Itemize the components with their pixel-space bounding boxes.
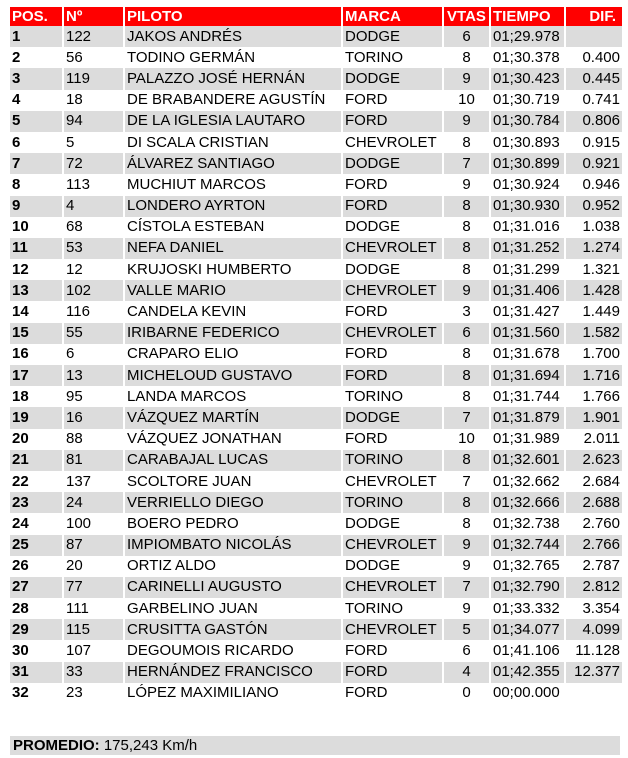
table-row (10, 429, 622, 450)
cell-dif: 11.128 (575, 642, 620, 660)
cell-piloto: MUCHIUT MARCOS (127, 175, 266, 193)
cell-dif: 0.400 (582, 48, 620, 66)
table-row (10, 26, 622, 47)
cell-pos: 3 (10, 68, 62, 89)
cell-vtas: 0 (462, 684, 471, 702)
cell-tiempo: 01;31.989 (493, 430, 560, 448)
cell-piloto: DI SCALA CRISTIAN (127, 133, 269, 151)
cell-tiempo: 01;30.784 (491, 111, 564, 132)
cell-num: 95 (66, 387, 83, 405)
cell-piloto: VERRIELLO DIEGO (125, 492, 341, 513)
cell-piloto: ORTIZ ALDO (127, 557, 216, 575)
cell-pos: 7 (10, 153, 62, 174)
cell-marca: FORD (345, 175, 388, 193)
table-row (10, 280, 622, 301)
table-row (10, 513, 622, 534)
cell-vtas: 10 (458, 91, 475, 109)
cell-tiempo: 01;31.406 (491, 280, 564, 301)
cell-vtas: 8 (462, 218, 471, 236)
cell-tiempo: 01;32.666 (491, 492, 564, 513)
cell-piloto: TODINO GERMÁN (127, 48, 256, 66)
cell-pos: 24 (12, 514, 29, 532)
cell-pos: 6 (12, 133, 21, 151)
cell-tiempo: 01;31.879 (491, 407, 564, 428)
cell-dif: 2.766 (566, 535, 622, 556)
table-row (10, 450, 622, 471)
header-row (10, 7, 622, 26)
table-row (10, 217, 622, 238)
cell-piloto: IRIBARNE FEDERICO (125, 323, 341, 344)
cell-pos: 18 (12, 387, 29, 405)
cell-vtas: 8 (444, 238, 489, 259)
cell-num: 111 (66, 599, 89, 617)
cell-piloto: MICHELOUD GUSTAVO (125, 365, 341, 386)
cell-tiempo: 01;31.299 (493, 260, 560, 278)
cell-pos: 31 (10, 662, 62, 683)
cell-tiempo: 01;32.765 (493, 557, 560, 575)
cell-pos: 10 (12, 218, 29, 236)
cell-pos: 19 (10, 407, 62, 428)
cell-marca: CHEVROLET (343, 238, 442, 259)
cell-piloto: KRUJOSKI HUMBERTO (127, 260, 292, 278)
cell-vtas: 7 (462, 472, 471, 490)
table-row (10, 238, 622, 259)
cell-num: 116 (66, 303, 90, 321)
cell-dif: 1.716 (566, 365, 622, 386)
cell-num: 115 (64, 619, 123, 640)
cell-vtas: 8 (444, 450, 489, 471)
cell-num: 6 (66, 345, 75, 363)
cell-dif: 0.741 (582, 91, 620, 109)
cell-piloto: CRUSITTA GASTÓN (125, 619, 341, 640)
cell-tiempo: 01;31.560 (491, 323, 564, 344)
cell-vtas: 6 (444, 323, 489, 344)
cell-vtas: 8 (462, 260, 471, 278)
cell-dif: 2.688 (566, 492, 622, 513)
cell-dif: 2.011 (583, 430, 620, 448)
cell-pos: 11 (10, 238, 62, 259)
header-dif: DIF. (566, 7, 622, 26)
cell-num: 119 (64, 68, 123, 89)
cell-pos: 20 (12, 430, 29, 448)
header-piloto: PILOTO (125, 7, 341, 26)
table-row (10, 640, 622, 661)
cell-dif: 1.582 (566, 323, 622, 344)
header-tiempo: TIEMPO (491, 7, 564, 26)
cell-pos: 13 (10, 280, 62, 301)
cell-vtas: 8 (444, 365, 489, 386)
cell-tiempo: 01;32.662 (493, 472, 560, 490)
cell-vtas: 9 (444, 535, 489, 556)
cell-dif: 1.274 (566, 238, 622, 259)
cell-num: 12 (66, 260, 83, 278)
table-row (10, 535, 622, 556)
table-row (10, 386, 622, 407)
cell-piloto: SCOLTORE JUAN (127, 472, 252, 490)
cell-pos: 14 (12, 303, 29, 321)
cell-vtas: 5 (444, 619, 489, 640)
cell-marca: CHEVROLET (343, 323, 442, 344)
table-row (10, 556, 622, 577)
table-row (10, 323, 622, 344)
cell-tiempo: 01;30.893 (493, 133, 560, 151)
cell-piloto: CARABAJAL LUCAS (125, 450, 341, 471)
table-row (10, 662, 622, 683)
cell-marca: DODGE (343, 407, 442, 428)
cell-piloto: DEGOUMOIS RICARDO (127, 642, 294, 660)
cell-piloto: IMPIOMBATO NICOLÁS (125, 535, 341, 556)
cell-marca: FORD (345, 303, 388, 321)
cell-piloto: CANDELA KEVIN (127, 303, 247, 321)
cell-marca: DODGE (345, 218, 401, 236)
cell-vtas: 9 (444, 280, 489, 301)
cell-pos: 9 (10, 196, 62, 217)
cell-dif: 0.946 (582, 175, 620, 193)
cell-pos: 15 (10, 323, 62, 344)
cell-num: 24 (64, 492, 123, 513)
table-row (10, 111, 622, 132)
table-row (10, 365, 622, 386)
cell-piloto: HERNÁNDEZ FRANCISCO (125, 662, 341, 683)
cell-tiempo: 01;30.378 (493, 48, 560, 66)
cell-dif: 0.806 (566, 111, 622, 132)
results-body (10, 26, 622, 704)
cell-marca: CHEVROLET (345, 472, 437, 490)
cell-piloto: LANDA MARCOS (127, 387, 247, 405)
cell-dif: 2.812 (566, 577, 622, 598)
cell-dif: 1.700 (582, 345, 620, 363)
header-num: Nº (64, 7, 123, 26)
cell-marca: DODGE (345, 514, 401, 532)
cell-piloto: LONDERO AYRTON (125, 196, 341, 217)
cell-piloto: NEFA DANIEL (125, 238, 341, 259)
cell-piloto: GARBELINO JUAN (127, 599, 258, 617)
cell-vtas: 7 (444, 577, 489, 598)
cell-pos: 5 (10, 111, 62, 132)
cell-vtas: 8 (462, 48, 471, 66)
cell-vtas: 6 (462, 642, 471, 660)
cell-pos: 2 (12, 48, 21, 66)
cell-dif: 4.099 (566, 619, 622, 640)
cell-marca: CHEVROLET (345, 133, 437, 151)
cell-num: 81 (64, 450, 123, 471)
cell-tiempo: 01;30.930 (491, 196, 564, 217)
cell-piloto: CRAPARO ELIO (127, 345, 239, 363)
cell-pos: 12 (12, 260, 29, 278)
cell-vtas: 7 (444, 153, 489, 174)
cell-piloto: VÁZQUEZ JONATHAN (127, 430, 282, 448)
cell-piloto: VÁZQUEZ MARTÍN (125, 407, 341, 428)
cell-vtas: 8 (462, 133, 471, 151)
cell-tiempo: 01;31.678 (493, 345, 560, 363)
cell-dif: 0.952 (566, 196, 622, 217)
table-row (10, 407, 622, 428)
cell-num: 56 (66, 48, 83, 66)
cell-tiempo: 01;29.978 (491, 26, 564, 47)
cell-num: 13 (64, 365, 123, 386)
cell-marca: TORINO (343, 450, 442, 471)
table-row (10, 196, 622, 217)
cell-marca: FORD (345, 91, 388, 109)
header-marca: MARCA (343, 7, 442, 26)
table-row (10, 132, 622, 153)
cell-tiempo: 01;31.427 (493, 303, 560, 321)
cell-pos: 27 (10, 577, 62, 598)
cell-marca: DODGE (343, 153, 442, 174)
cell-piloto: DE BRABANDERE AGUSTÍN (127, 91, 326, 109)
cell-tiempo: 01;31.744 (493, 387, 560, 405)
cell-num: 20 (66, 557, 83, 575)
cell-tiempo: 01;31.016 (493, 218, 560, 236)
cell-vtas: 8 (462, 514, 471, 532)
cell-num: 87 (64, 535, 123, 556)
cell-marca: CHEVROLET (343, 619, 442, 640)
table-row (10, 47, 622, 68)
table-row (10, 68, 622, 89)
table-row (10, 153, 622, 174)
cell-num: 88 (66, 430, 83, 448)
cell-vtas: 9 (444, 68, 489, 89)
cell-pos: 28 (12, 599, 29, 617)
cell-tiempo: 01;31.694 (491, 365, 564, 386)
cell-pos: 26 (12, 557, 29, 575)
cell-num: 137 (66, 472, 92, 490)
cell-vtas: 9 (444, 111, 489, 132)
cell-marca: FORD (343, 365, 442, 386)
cell-tiempo: 01;42.355 (491, 662, 564, 683)
cell-vtas: 8 (462, 345, 471, 363)
cell-marca: TORINO (345, 599, 404, 617)
cell-piloto: JAKOS ANDRÉS (125, 26, 341, 47)
cell-dif: 1.901 (566, 407, 622, 428)
cell-tiempo: 01;30.899 (491, 153, 564, 174)
cell-piloto: BOERO PEDRO (127, 514, 239, 532)
cell-dif: 0.915 (582, 133, 620, 151)
cell-marca: DODGE (345, 557, 401, 575)
cell-num: 33 (64, 662, 123, 683)
cell-marca: TORINO (345, 48, 404, 66)
cell-num: 23 (66, 684, 83, 702)
cell-marca: CHEVROLET (343, 577, 442, 598)
cell-tiempo: 01;33.332 (493, 599, 560, 617)
cell-num: 68 (66, 218, 83, 236)
cell-vtas: 6 (444, 26, 489, 47)
cell-pos: 1 (10, 26, 62, 47)
table-row (10, 598, 622, 619)
cell-vtas: 8 (462, 387, 471, 405)
cell-dif: 1.428 (566, 280, 622, 301)
cell-vtas: 7 (444, 407, 489, 428)
cell-vtas: 9 (462, 175, 471, 193)
cell-marca: FORD (345, 345, 388, 363)
cell-piloto: DE LA IGLESIA LAUTARO (125, 111, 341, 132)
table-row (10, 259, 622, 280)
cell-num: 77 (64, 577, 123, 598)
cell-num: 113 (66, 175, 90, 193)
cell-vtas: 10 (458, 430, 475, 448)
cell-piloto: CARINELLI AUGUSTO (125, 577, 341, 598)
cell-tiempo: 01;32.601 (491, 450, 564, 471)
cell-pos: 21 (10, 450, 62, 471)
cell-dif: 2.760 (582, 514, 620, 532)
cell-pos: 22 (12, 472, 29, 490)
header-vtas: VTAS (444, 7, 489, 26)
cell-marca: FORD (343, 196, 442, 217)
cell-marca: DODGE (343, 68, 442, 89)
cell-dif: 1.038 (582, 218, 620, 236)
cell-piloto: LÓPEZ MAXIMILIANO (127, 684, 279, 702)
cell-marca: TORINO (345, 387, 404, 405)
cell-vtas: 3 (462, 303, 471, 321)
cell-num: 107 (66, 642, 92, 660)
cell-dif: 2.684 (582, 472, 620, 490)
header-pos: POS. (10, 7, 62, 26)
cell-dif: 1.321 (582, 260, 620, 278)
cell-pos: 17 (10, 365, 62, 386)
cell-vtas: 8 (444, 492, 489, 513)
cell-piloto: CÍSTOLA ESTEBAN (127, 218, 265, 236)
cell-piloto: VALLE MARIO (125, 280, 341, 301)
cell-tiempo: 01;32.790 (491, 577, 564, 598)
cell-tiempo: 01;31.252 (491, 238, 564, 259)
cell-num: 100 (66, 514, 92, 532)
cell-vtas: 4 (444, 662, 489, 683)
cell-piloto: ÁLVAREZ SANTIAGO (125, 153, 341, 174)
results-table (8, 7, 624, 704)
cell-marca: FORD (345, 642, 388, 660)
average-value: 175,243 Km/h (103, 737, 198, 754)
cell-tiempo: 01;32.738 (493, 514, 560, 532)
cell-dif: 2.623 (566, 450, 622, 471)
table-row (10, 344, 622, 365)
table-row (10, 619, 622, 640)
table-row (10, 683, 622, 704)
cell-vtas: 9 (462, 557, 471, 575)
cell-vtas: 8 (444, 196, 489, 217)
cell-num: 4 (64, 196, 123, 217)
cell-marca: FORD (343, 662, 442, 683)
cell-marca: FORD (345, 430, 388, 448)
table-row (10, 577, 622, 598)
average-speed (10, 736, 620, 755)
cell-pos: 16 (12, 345, 29, 363)
cell-pos: 8 (12, 175, 21, 193)
cell-pos: 29 (10, 619, 62, 640)
cell-vtas: 9 (462, 599, 471, 617)
cell-num: 102 (64, 280, 123, 301)
cell-tiempo: 01;30.423 (491, 68, 564, 89)
cell-dif: 3.354 (582, 599, 620, 617)
cell-pos: 30 (12, 642, 29, 660)
cell-num: 72 (64, 153, 123, 174)
cell-pos: 23 (10, 492, 62, 513)
cell-dif: 0.921 (566, 153, 622, 174)
cell-tiempo: 00;00.000 (493, 684, 560, 702)
cell-num: 53 (64, 238, 123, 259)
cell-dif (566, 683, 622, 704)
cell-marca: DODGE (345, 260, 401, 278)
cell-pos: 25 (10, 535, 62, 556)
cell-num: 18 (66, 91, 83, 109)
cell-dif: 1.449 (582, 303, 620, 321)
table-row (10, 492, 622, 513)
cell-tiempo: 01;30.924 (493, 175, 560, 193)
cell-marca: CHEVROLET (343, 280, 442, 301)
cell-num: 94 (64, 111, 123, 132)
cell-dif: 1.766 (582, 387, 620, 405)
cell-num: 122 (64, 26, 123, 47)
table-row (10, 174, 622, 195)
cell-dif (566, 26, 622, 47)
table-row (10, 471, 622, 492)
cell-num: 55 (64, 323, 123, 344)
average-label: PROMEDIO: (13, 737, 100, 754)
cell-dif: 12.377 (566, 662, 622, 683)
cell-num: 16 (64, 407, 123, 428)
cell-marca: CHEVROLET (343, 535, 442, 556)
cell-dif: 0.445 (566, 68, 622, 89)
cell-tiempo: 01;34.077 (491, 619, 564, 640)
cell-marca: TORINO (343, 492, 442, 513)
cell-marca: FORD (345, 684, 388, 702)
cell-marca: FORD (343, 111, 442, 132)
table-row (10, 301, 622, 322)
cell-num: 5 (66, 133, 75, 151)
cell-tiempo: 01;30.719 (493, 91, 560, 109)
cell-marca: DODGE (343, 26, 442, 47)
cell-tiempo: 01;41.106 (493, 642, 560, 660)
cell-tiempo: 01;32.744 (491, 535, 564, 556)
cell-piloto: PALAZZO JOSÉ HERNÁN (125, 68, 341, 89)
cell-dif: 2.787 (582, 557, 620, 575)
table-row (10, 90, 622, 111)
cell-pos: 4 (12, 91, 21, 109)
cell-pos: 32 (12, 684, 29, 702)
